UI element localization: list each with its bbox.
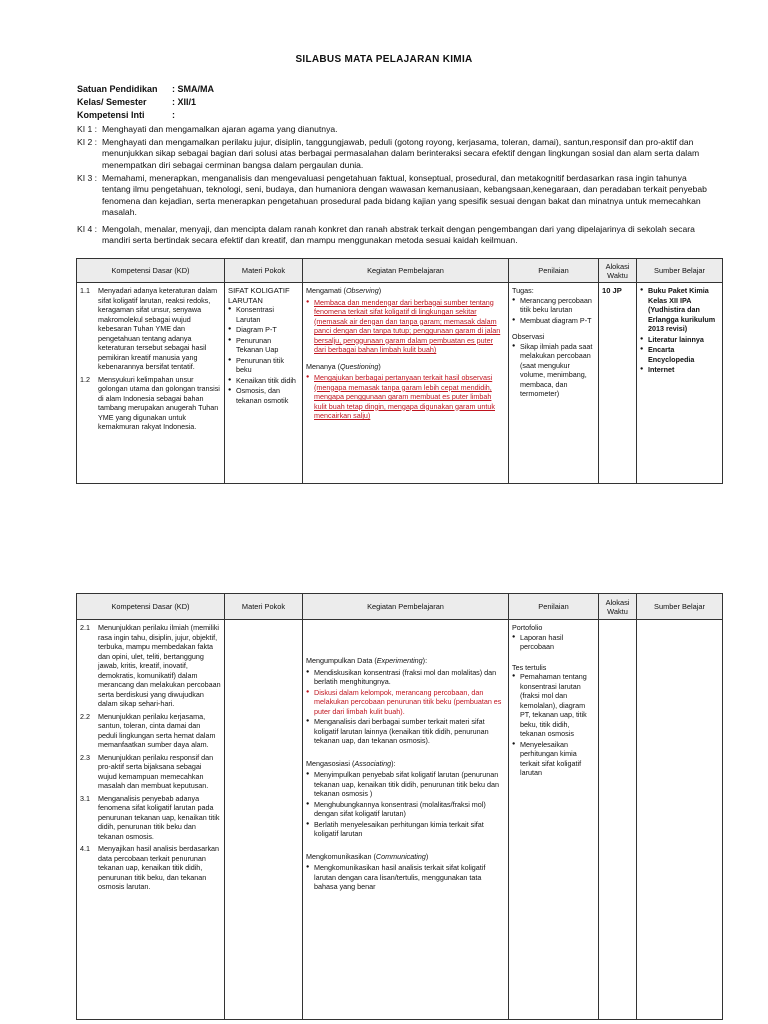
kegiatan-cell	[303, 283, 509, 484]
mengamati-list	[306, 298, 505, 355]
penilaian-tugas-list	[512, 296, 595, 326]
kd-item	[80, 286, 221, 372]
header-alokasi: Alokasi Waktu	[599, 594, 637, 620]
list-item: ● Berlatih menyelesaikan perhitungan kimia terkait sifat koligatif larutan	[306, 820, 505, 839]
mengkomunikasikan-list	[306, 863, 505, 892]
kd-number: 3.1	[80, 793, 90, 803]
kd-number: 2.2	[80, 711, 90, 721]
ki-3	[77, 173, 717, 219]
penilaian-tes: Tes tertulis	[512, 662, 547, 672]
kd-text: Menunjukkan perilaku responsif dan pro-aktif serta bijaksana sebagai wujud kemampuan memecahkan masalah dan membuat keputusan.	[98, 752, 214, 790]
kd-number: 2.3	[80, 752, 90, 762]
kd-item	[80, 844, 221, 892]
header-kd: Kompetensi Dasar (KD)	[77, 259, 225, 283]
ki-code: KI 3 :	[77, 173, 98, 183]
list-item: ● Laporan hasil percobaan	[512, 633, 595, 652]
penilaian-portofolio: Portofolio	[512, 623, 543, 632]
penilaian-portofolio-list	[512, 633, 595, 652]
meta-label: Kompetensi Inti	[77, 110, 145, 120]
mengumpulkan-list	[306, 668, 505, 746]
penilaian-tes-list	[512, 672, 595, 778]
menanya-heading: Menanya (Questioning)	[306, 361, 381, 371]
document-title: SILABUS MATA PELAJARAN KIMIA	[295, 54, 473, 65]
kd-text: Menganalisis penyebab adanya fenomena sifat koligatif larutan pada penurunan tekanan uap, kenaikan titik didih, penurunan titik beku dan tekanan osmosis.	[98, 793, 220, 841]
kd-text: Menunjukkan perilaku ilmiah (memiliki rasa ingin tahu, disiplin, jujur, objektif, terbuka, mampu membedakan fakta dan opini, ulet, teliti, bertanggung jawab, kritis, kreatif, inovatif, demokratis, komunikatif) dalam merancang dan melakukan percobaan serta berdiskusi yang diwujudkan dalam sikap sehari-hari.	[98, 623, 221, 708]
list-item: ● Membuat diagram P-T	[512, 316, 595, 326]
list-item: ● Mendiskusikan konsentrasi (fraksi mol dan molalitas) dan berlatih menghitungnya.	[306, 668, 505, 687]
kd-text: Menyadari adanya keteraturan dalam sifat koligatif larutan, reaksi redoks, keragaman sifat unsur, senyawa makromolekul sebagai wujud kebesaran Tuhan YME dan pengetahuan tentang adanya keteraturan tersebut sebagai hasil pemikiran kreatif manusia yang kebenarannya bersifat tentatif.	[98, 286, 218, 371]
list-item: ● Buku Paket Kimia Kelas XII IPA (Yudhistira dan Erlangga kurikulum 2013 revisi)	[640, 286, 719, 334]
mengkomunikasikan-heading: Mengkomunikasikan (Communicating)	[306, 851, 429, 861]
alokasi-cell	[599, 620, 637, 1020]
list-item: ● Mengajukan berbagai pertanyaan terkait hasil observasi (mengapa memasak tanpa garam lebih cepat mendidih, mengapa penggunaan garam membuat es puter limbah kulit buah tetap dingin, mengapa digunakan garam untuk mencairkan salju)	[306, 373, 505, 421]
meta-label: Kelas/ Semester	[77, 97, 147, 107]
header-materi: Materi Pokok	[225, 594, 303, 620]
meta-value: : SMA/MA	[172, 84, 214, 94]
kd-item	[80, 794, 221, 842]
list-item: ● Literatur lainnya	[640, 335, 719, 345]
ki-text: Memahami, menerapkan, menganalisis dan mengevaluasi pengetahuan faktual, konseptual, prosedural, dan metakognitif berdasarkan rasa ingin tahunya tentang ilmu pengetahuan, teknologi, seni, budaya, dan humaniora dengan wawasan kemanusiaan, kebangsaan,kenegaraan, dan peradaban terkait penyebab fenomena dan kejadian, serta menerapkan pengetahuan prosedural pada bidang kajian yang spesifik sesuai dengan bakat dan minatnya untuk memecahkan masalah.	[102, 173, 707, 218]
kd-item	[80, 753, 221, 791]
kd-cell	[77, 283, 225, 484]
list-item: ● Osmosis, dan tekanan osmotik	[228, 386, 299, 405]
ki-4	[77, 224, 717, 247]
kd-item	[80, 712, 221, 750]
materi-cell	[225, 620, 303, 1020]
meta-value: : XII/1	[172, 97, 197, 107]
penilaian-observasi: Observasi	[512, 332, 545, 341]
mengasosiasi-heading: Mengasosiasi (Associating):	[306, 758, 396, 768]
header-sumber: Sumber Belajar	[637, 259, 723, 283]
meta-satuan	[77, 84, 214, 94]
kd-number: 1.1	[80, 286, 90, 295]
header-kd: Kompetensi Dasar (KD)	[77, 594, 225, 620]
ki-text: Menghayati dan mengamalkan ajaran agama yang dianutnya.	[102, 124, 338, 134]
ki-1	[77, 124, 717, 135]
mengasosiasi-list	[306, 770, 505, 839]
syllabus-table-2	[76, 593, 723, 1020]
list-item: ● Pemahaman tentang konsentrasi larutan (fraksi mol dan kemolalan), diagram PT, tekanan uap, titik beku, titik didih, tekanan osmosis	[512, 672, 595, 739]
sumber-list	[640, 286, 719, 375]
sumber-cell	[637, 620, 723, 1020]
ki-code: KI 2 :	[77, 137, 98, 147]
syllabus-table-1	[76, 258, 723, 484]
meta-ki	[77, 110, 175, 120]
penilaian-observasi-list	[512, 342, 595, 399]
kd-text: Menyajikan hasil analisis berdasarkan data percobaan terkait penurunan tekanan uap, kenaikan titik didih, penurunan titik beku, dan tekanan osmosis larutan.	[98, 844, 220, 891]
list-item: ● Menganalisis dari berbagai sumber terkait materi sifat koligatif larutan lainnya (kenaikan titik didih, penurunan tekanan uap, dan tekanan osmosis).	[306, 717, 505, 746]
ki-text: Mengolah, menalar, menyaji, dan mencipta dalam ranah konkret dan ranah abstrak terkait dengan pengembangan dari yang dipelajarinya di sekolah secara mandiri serta bertindak secara efektif dan kreatif, dan mampu menggunakan metoda sesuai kaidah keilmuan.	[102, 224, 695, 246]
list-item: ● Diskusi dalam kelompok, merancang percobaan, dan melakukan percobaan penurunan titik beku (pembuatan es puter dari limbah kulit buah).	[306, 688, 505, 717]
materi-cell	[225, 283, 303, 484]
penilaian-cell	[509, 283, 599, 484]
kd-item	[80, 375, 221, 432]
list-item: ● Penurunan titik beku	[228, 356, 299, 375]
list-item: ● Menyimpulkan penyebab sifat koligatif larutan (penurunan tekanan uap, kenaikan titik didih, penurunan titik beku dan tekanan osmosis )	[306, 770, 505, 799]
alokasi-cell: 10 JP	[599, 283, 637, 484]
penilaian-tugas: Tugas:	[512, 286, 534, 295]
list-item: ● Membaca dan mendengar dari berbagai sumber tentang fenomena terkait sifat koligatif di lingkungan sekitar (memasak air dengan dan tanpa garam; memasak dalam panci dengan dan tanpa tutup; penggunaan garam di jalan bersalju, penggunaan garam dalam pembuatan es puter dari berbagai bahan limbah kulit buah)	[306, 298, 505, 355]
menanya-list	[306, 373, 505, 421]
ki-text: Menghayati dan mengamalkan perilaku jujur, disiplin, tanggungjawab, peduli (gotong royong, kerjasama, toleran, damai), santun,responsif dan pro-aktif dan menunjukkan sikap sebagai bagian dari solusi atas berbagai permasalahan dalam berinteraksi secara efektif dengan lingkungan sosial dan alam serta dalam menempatkan diri sebagai cerminan bangsa dalam pergaulan dunia.	[102, 137, 700, 170]
meta-kelas	[77, 97, 196, 107]
mengamati-heading: Mengamati (Observing)	[306, 286, 382, 295]
header-materi: Materi Pokok	[225, 259, 303, 283]
kd-text: Mensyukuri kelimpahan unsur golongan utama dan golongan transisi di alam Indonesia sebagai bahan tambang merupakan anugerah Tuhan YME yang digunakan untuk kemakmuran rakyat Indonesia.	[98, 374, 220, 431]
header-penilaian: Penilaian	[509, 259, 599, 283]
materi-title: SIFAT KOLIGATIF LARUTAN	[228, 286, 290, 305]
kegiatan-cell	[303, 620, 509, 1020]
meta-label: Satuan Pendidikan	[77, 84, 158, 94]
header-penilaian: Penilaian	[509, 594, 599, 620]
materi-list	[228, 305, 299, 405]
penilaian-cell	[509, 620, 599, 1020]
ki-code: KI 1 :	[77, 124, 98, 134]
kd-cell	[77, 620, 225, 1020]
list-item: ● Menghubungkannya konsentrasi (molalitas/fraksi mol) dengan sifat koligatif larutan)	[306, 800, 505, 819]
list-item: ● Konsentrasi Larutan	[228, 305, 299, 324]
list-item: ● Penurunan Tekanan Uap	[228, 336, 299, 355]
kd-number: 2.1	[80, 623, 90, 632]
kd-item	[80, 623, 221, 709]
header-kegiatan: Kegiatan Pembelajaran	[303, 594, 509, 620]
list-item: ● Sikap ilmiah pada saat melakukan percobaan (saat mengukur volume, menimbang, membaca, dan termometer)	[512, 342, 595, 399]
meta-value: :	[172, 110, 175, 120]
header-sumber: Sumber Belajar	[637, 594, 723, 620]
ki-code: KI 4 :	[77, 224, 98, 234]
kd-number: 4.1	[80, 844, 90, 853]
kd-text: Menunjukkan perilaku kerjasama, santun, toleran, cinta damai dan peduli lingkungan serta hemat dalam memanfaatkan sumber daya alam.	[98, 711, 216, 749]
list-item: ● Encarta Encyclopedia	[640, 345, 719, 364]
kd-number: 1.2	[80, 374, 90, 384]
header-alokasi: Alokasi Waktu	[599, 259, 637, 283]
ki-2	[77, 137, 717, 171]
list-item: ● Merancang percobaan titik beku larutan	[512, 296, 595, 315]
mengumpulkan-heading: Mengumpulkan Data (Experimenting):	[306, 656, 428, 665]
list-item: ● Menyelesaikan perhitungan kimia terkait sifat koligatif larutan	[512, 740, 595, 778]
sumber-cell	[637, 283, 723, 484]
header-kegiatan: Kegiatan Pembelajaran	[303, 259, 509, 283]
list-item: ● Internet	[640, 365, 719, 375]
list-item: ● Diagram P-T	[228, 325, 299, 335]
list-item: ● Mengkomunikasikan hasil analisis terkait sifat koligatif larutan dengan cara lisan/tertulis, menggunakan tata bahasa yang benar	[306, 863, 505, 892]
list-item: ● Kenaikan titik didih	[228, 376, 299, 386]
